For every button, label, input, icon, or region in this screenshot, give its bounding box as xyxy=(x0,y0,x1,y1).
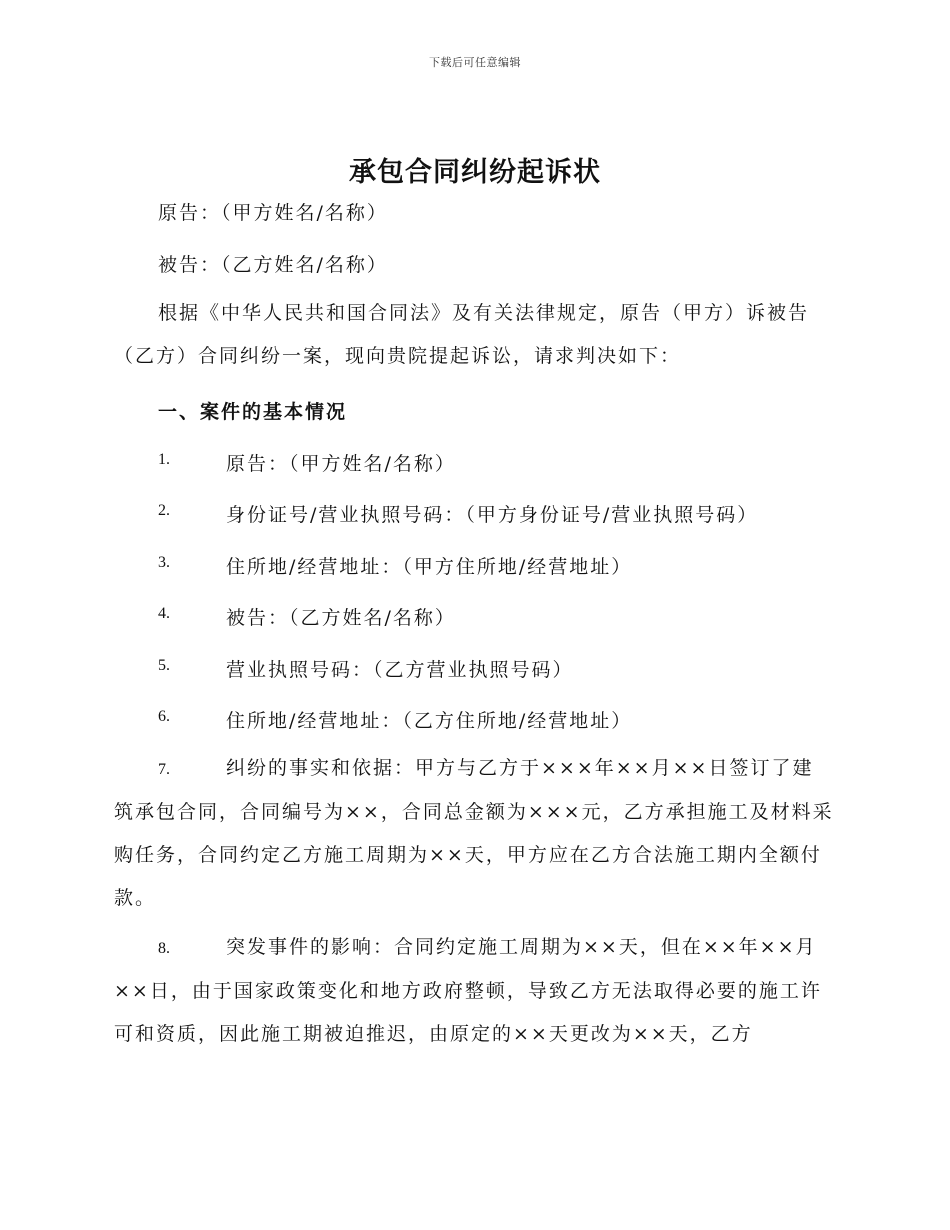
list-item-text: 住所地/经营地址：（甲方住所地/经营地址） xyxy=(226,556,633,578)
list-item-number: 7. xyxy=(158,761,170,778)
list-item-text: 原告：（甲方姓名/名称） xyxy=(226,453,456,475)
intro-paragraph: 根据《中华人民共和国合同法》及有关法律规定，原告（甲方）诉被告（乙方）合同纠纷一案，现向贵院提起诉讼，请求判决如下： xyxy=(114,302,810,367)
list-item-number: 2. xyxy=(158,502,170,519)
defendant-line: 被告：（乙方姓名/名称） xyxy=(158,254,388,276)
list-item-number: 6. xyxy=(158,708,170,725)
document-title: 承包合同纠纷起诉状 xyxy=(349,157,601,188)
list-item-text: 纠纷的事实和依据：甲方与乙方于×××年××月××日签订了建筑承包合同，合同编号为××，合同总金额为×××元，乙方承担施工及材料采购任务，合同约定乙方施工周期为××天，甲方应在乙方合法施工期内全额付款。 xyxy=(114,757,834,909)
list-item-text: 被告：（乙方姓名/名称） xyxy=(226,607,456,629)
section-heading: 一、案件的基本情况 xyxy=(158,401,348,423)
list-item-text: 突发事件的影响：合同约定施工周期为××天，但在××年××月××日，由于国家政策变化和地方政府整顿，导致乙方无法取得必要的施工许可和资质，因此施工期被迫推迟，由原定的××天更改为××天，乙方 xyxy=(114,936,822,1045)
list-item xyxy=(114,747,834,920)
list-item-number: 4. xyxy=(158,605,170,622)
list-item xyxy=(114,926,834,1056)
list-item-number: 3. xyxy=(158,554,170,571)
list-item-number: 8. xyxy=(158,940,170,957)
list-item-text: 住所地/经营地址：（乙方住所地/经营地址） xyxy=(226,710,633,732)
header-note: 下载后可任意编辑 xyxy=(429,56,521,69)
list-item-number: 5. xyxy=(158,657,170,674)
list-item-text: 营业执照号码：（乙方营业执照号码） xyxy=(226,659,574,681)
plaintiff-line: 原告：（甲方姓名/名称） xyxy=(158,202,388,224)
list-item-number: 1. xyxy=(158,451,170,468)
list-item-text: 身份证号/营业执照号码：（甲方身份证号/营业执照号码） xyxy=(226,504,759,526)
